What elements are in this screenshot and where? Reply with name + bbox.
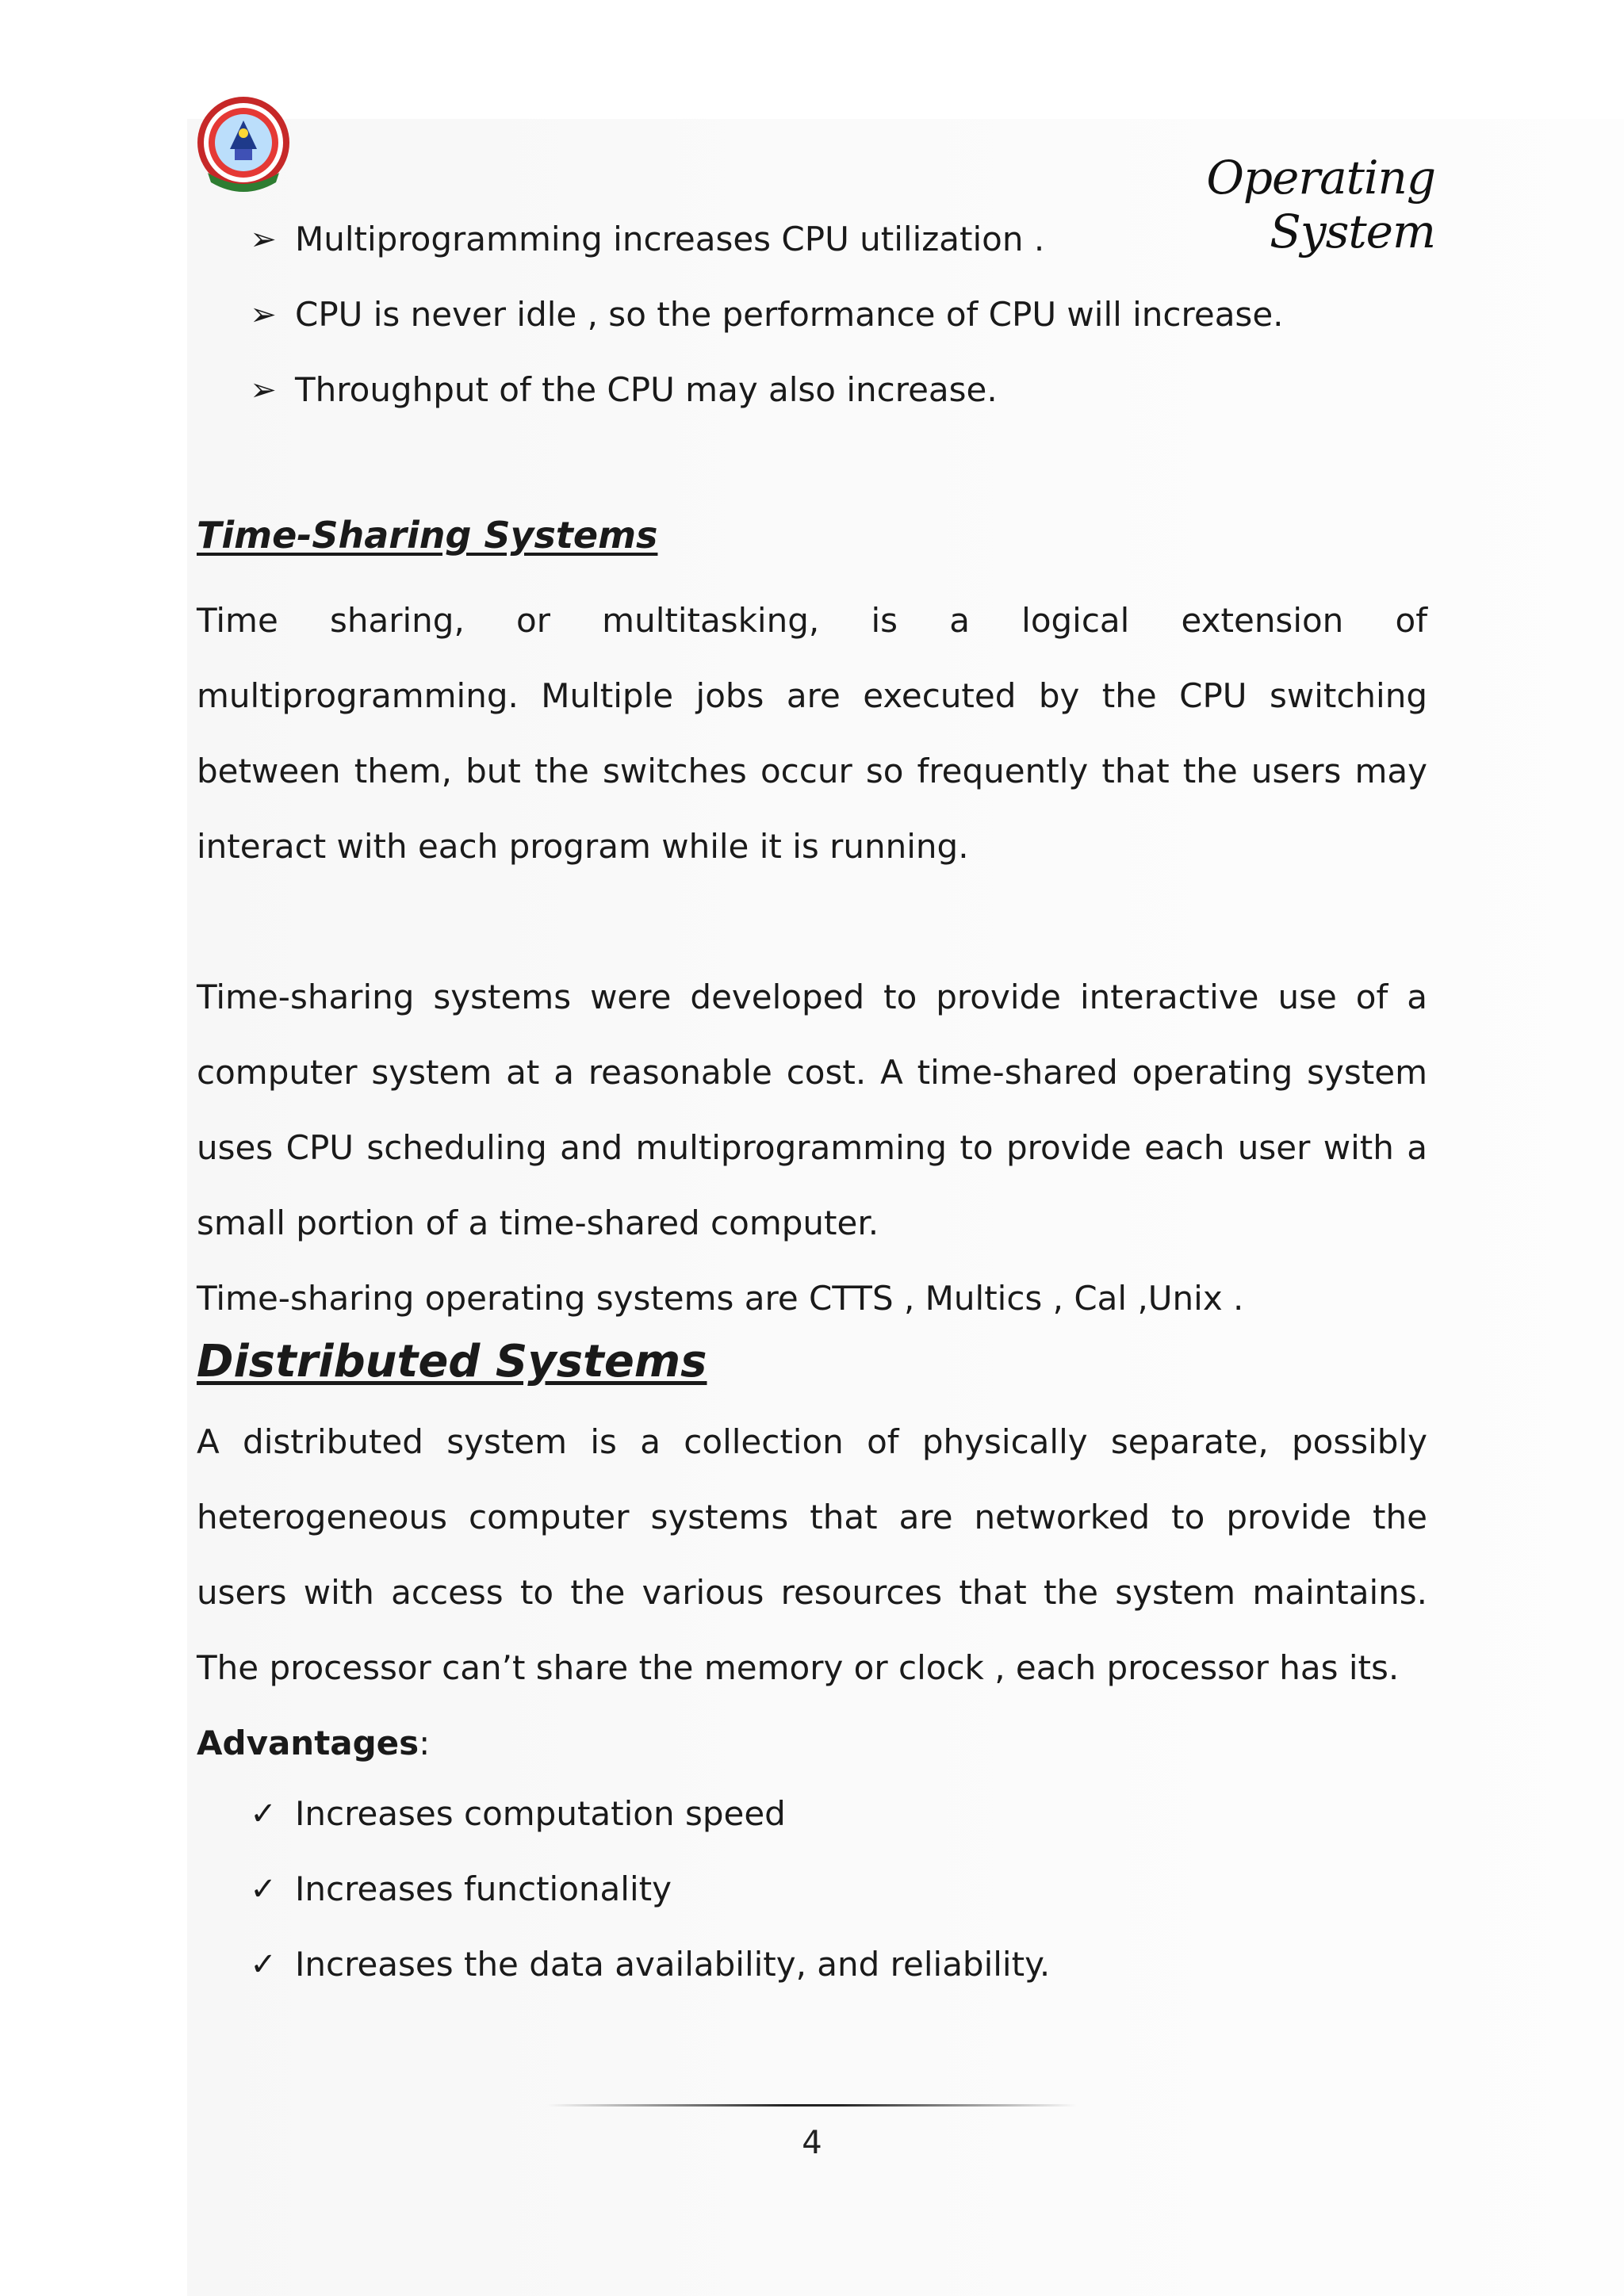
- checkmark-icon: ✓: [250, 1796, 277, 1832]
- list-item-text: Multiprogramming increases CPU utilization .: [295, 220, 1045, 258]
- arrow-bullet-icon: ➢: [250, 221, 277, 258]
- list-item: [197, 1931, 1427, 2007]
- list-item-text: Increases the data availability, and reliability.: [295, 1945, 1051, 1984]
- running-header-title: Operating System: [1206, 151, 1435, 258]
- list-item: [197, 206, 1427, 281]
- list-item-text: Increases functionality: [295, 1869, 672, 1908]
- university-seal-icon: [193, 94, 293, 197]
- list-item-text: Throughput of the CPU may also increase.: [295, 370, 998, 409]
- footer-divider: [547, 2104, 1077, 2107]
- time-sharing-paragraph-1: Time sharing, or multitasking, is a logical extension of multiprogramming. Multiple jobs are executed by the CPU switching between them, but the switches occur so frequently that the users may interact with each program while it is running.: [197, 601, 1427, 866]
- distributed-systems-paragraph: A distributed system is a collection of physically separate, possibly heterogeneous computer systems that are networked to provide the users with access to the various resources that the system maintains. The processor can’t share the memory or clock , each processor has its.: [197, 1422, 1427, 1687]
- time-sharing-examples: Time-sharing operating systems are CTTS , Multics , Cal ,Unix .: [197, 1279, 1244, 1318]
- advantages-label-text: Advantages: [197, 1724, 419, 1762]
- advantages-label: [197, 1705, 1427, 1781]
- list-item: [197, 1856, 1427, 1931]
- list-item: [197, 1781, 1427, 1856]
- page-number: 4: [802, 2125, 822, 2161]
- list-item-text: Increases computation speed: [295, 1794, 786, 1833]
- page-content: [197, 206, 1427, 2007]
- list-item-text: CPU is never idle , so the performance of CPU will increase.: [295, 295, 1284, 334]
- arrow-bullet-icon: ➢: [250, 297, 277, 333]
- multiprogramming-bullet-list: [197, 206, 1427, 432]
- time-sharing-paragraph-2: Time-sharing systems were developed to provide interactive use of a computer system at a reasonable cost. A time-shared operating system uses CPU scheduling and multiprogramming to provide each user with a small portion of a time-shared computer.: [197, 978, 1427, 1242]
- distributed-systems-heading: Distributed Systems: [197, 1336, 707, 1387]
- list-item: [197, 281, 1427, 357]
- advantages-list: [197, 1781, 1427, 2007]
- checkmark-icon: ✓: [250, 1946, 277, 1983]
- checkmark-icon: ✓: [250, 1871, 277, 1908]
- arrow-bullet-icon: ➢: [250, 372, 277, 408]
- advantages-label-colon: :: [419, 1724, 431, 1762]
- time-sharing-heading: Time-Sharing Systems: [197, 514, 658, 557]
- list-item: [197, 357, 1427, 432]
